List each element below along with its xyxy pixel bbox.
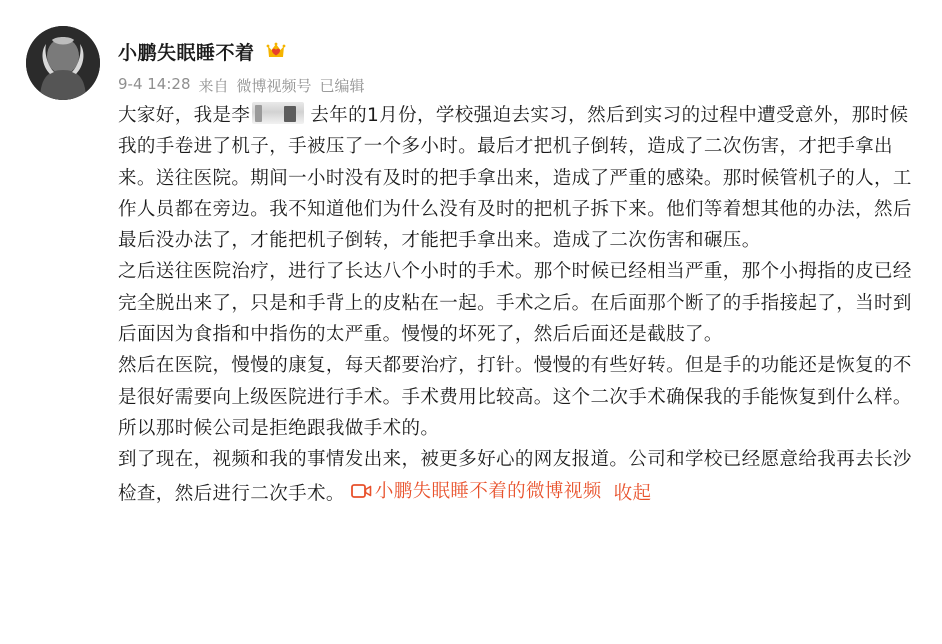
paragraph-1-start: 大家好，我是李 (118, 105, 251, 126)
post-date: 9-4 14:28 (118, 75, 191, 93)
username-row (118, 38, 287, 64)
post-header (26, 26, 906, 102)
post-body (118, 100, 920, 510)
video-camera-icon (351, 483, 372, 499)
paragraph-2: 之后送往医院治疗，进行了长达八个小时的手术。那个时候已经相当严重，那个小拇指的皮已经完全脱出来了，只是和手背上的皮粘在一起。手术之后。在后面那个断了的手指接起了，当时到后面因为食指和中指伤的太严重。慢慢的坏死了，然后后面还是截肢了。 (118, 261, 912, 346)
source-prefix: 来自 (198, 77, 229, 95)
paragraph-4 (118, 444, 920, 509)
paragraph-4-text: 到了现在，视频和我的事情发出来，被更多好心的网友报道。公司和学校已经愿意给我再去长沙检查，然后进行二次手术。 (118, 449, 912, 505)
post-meta (118, 75, 365, 96)
username[interactable]: 小鹏失眠睡不着 (118, 41, 255, 64)
paragraph-1-rest: 去年的1月份，学校强迫去实习，然后到实习的过程中遭受意外，那时候我的手卷进了机子，手被压了一个多小时。最后才把机子倒转，造成了二次伤害，才把手拿出来。送往医院。期间一小时没有及时的把手拿出来，造成了严重的感染。那时候管机子的人，工作人员都在旁边。我不知道他们为什么没有及时的把机子拆下来。他们等着想其他的办法，然后最后没办法了，才能把机子倒转，才能把手拿出来。造成了二次伤害和碾压。 (118, 105, 912, 252)
avatar[interactable] (26, 26, 100, 100)
paragraph-3: 然后在医院，慢慢的康复，每天都要治疗，打针。慢慢的有些好转。但是手的功能还是恢复的不是很好需要向上级医院进行手术。手术费用比较高。这个二次手术确保我的手能恢复到什么样。所以那时候公司是拒绝跟我做手术的。 (118, 355, 912, 439)
redaction-mosaic (252, 102, 304, 124)
paragraph-1 (118, 100, 920, 256)
edited-label[interactable]: 已编辑 (319, 77, 365, 95)
video-link[interactable] (351, 476, 602, 507)
collapse-button[interactable]: 收起 (613, 483, 652, 505)
video-link-label[interactable]: 小鹏失眠睡不着的微博视频 (374, 480, 602, 502)
avatar-image (26, 26, 100, 100)
crown-heart-icon[interactable] (265, 40, 287, 62)
post-source[interactable]: 微博视频号 (236, 77, 312, 95)
